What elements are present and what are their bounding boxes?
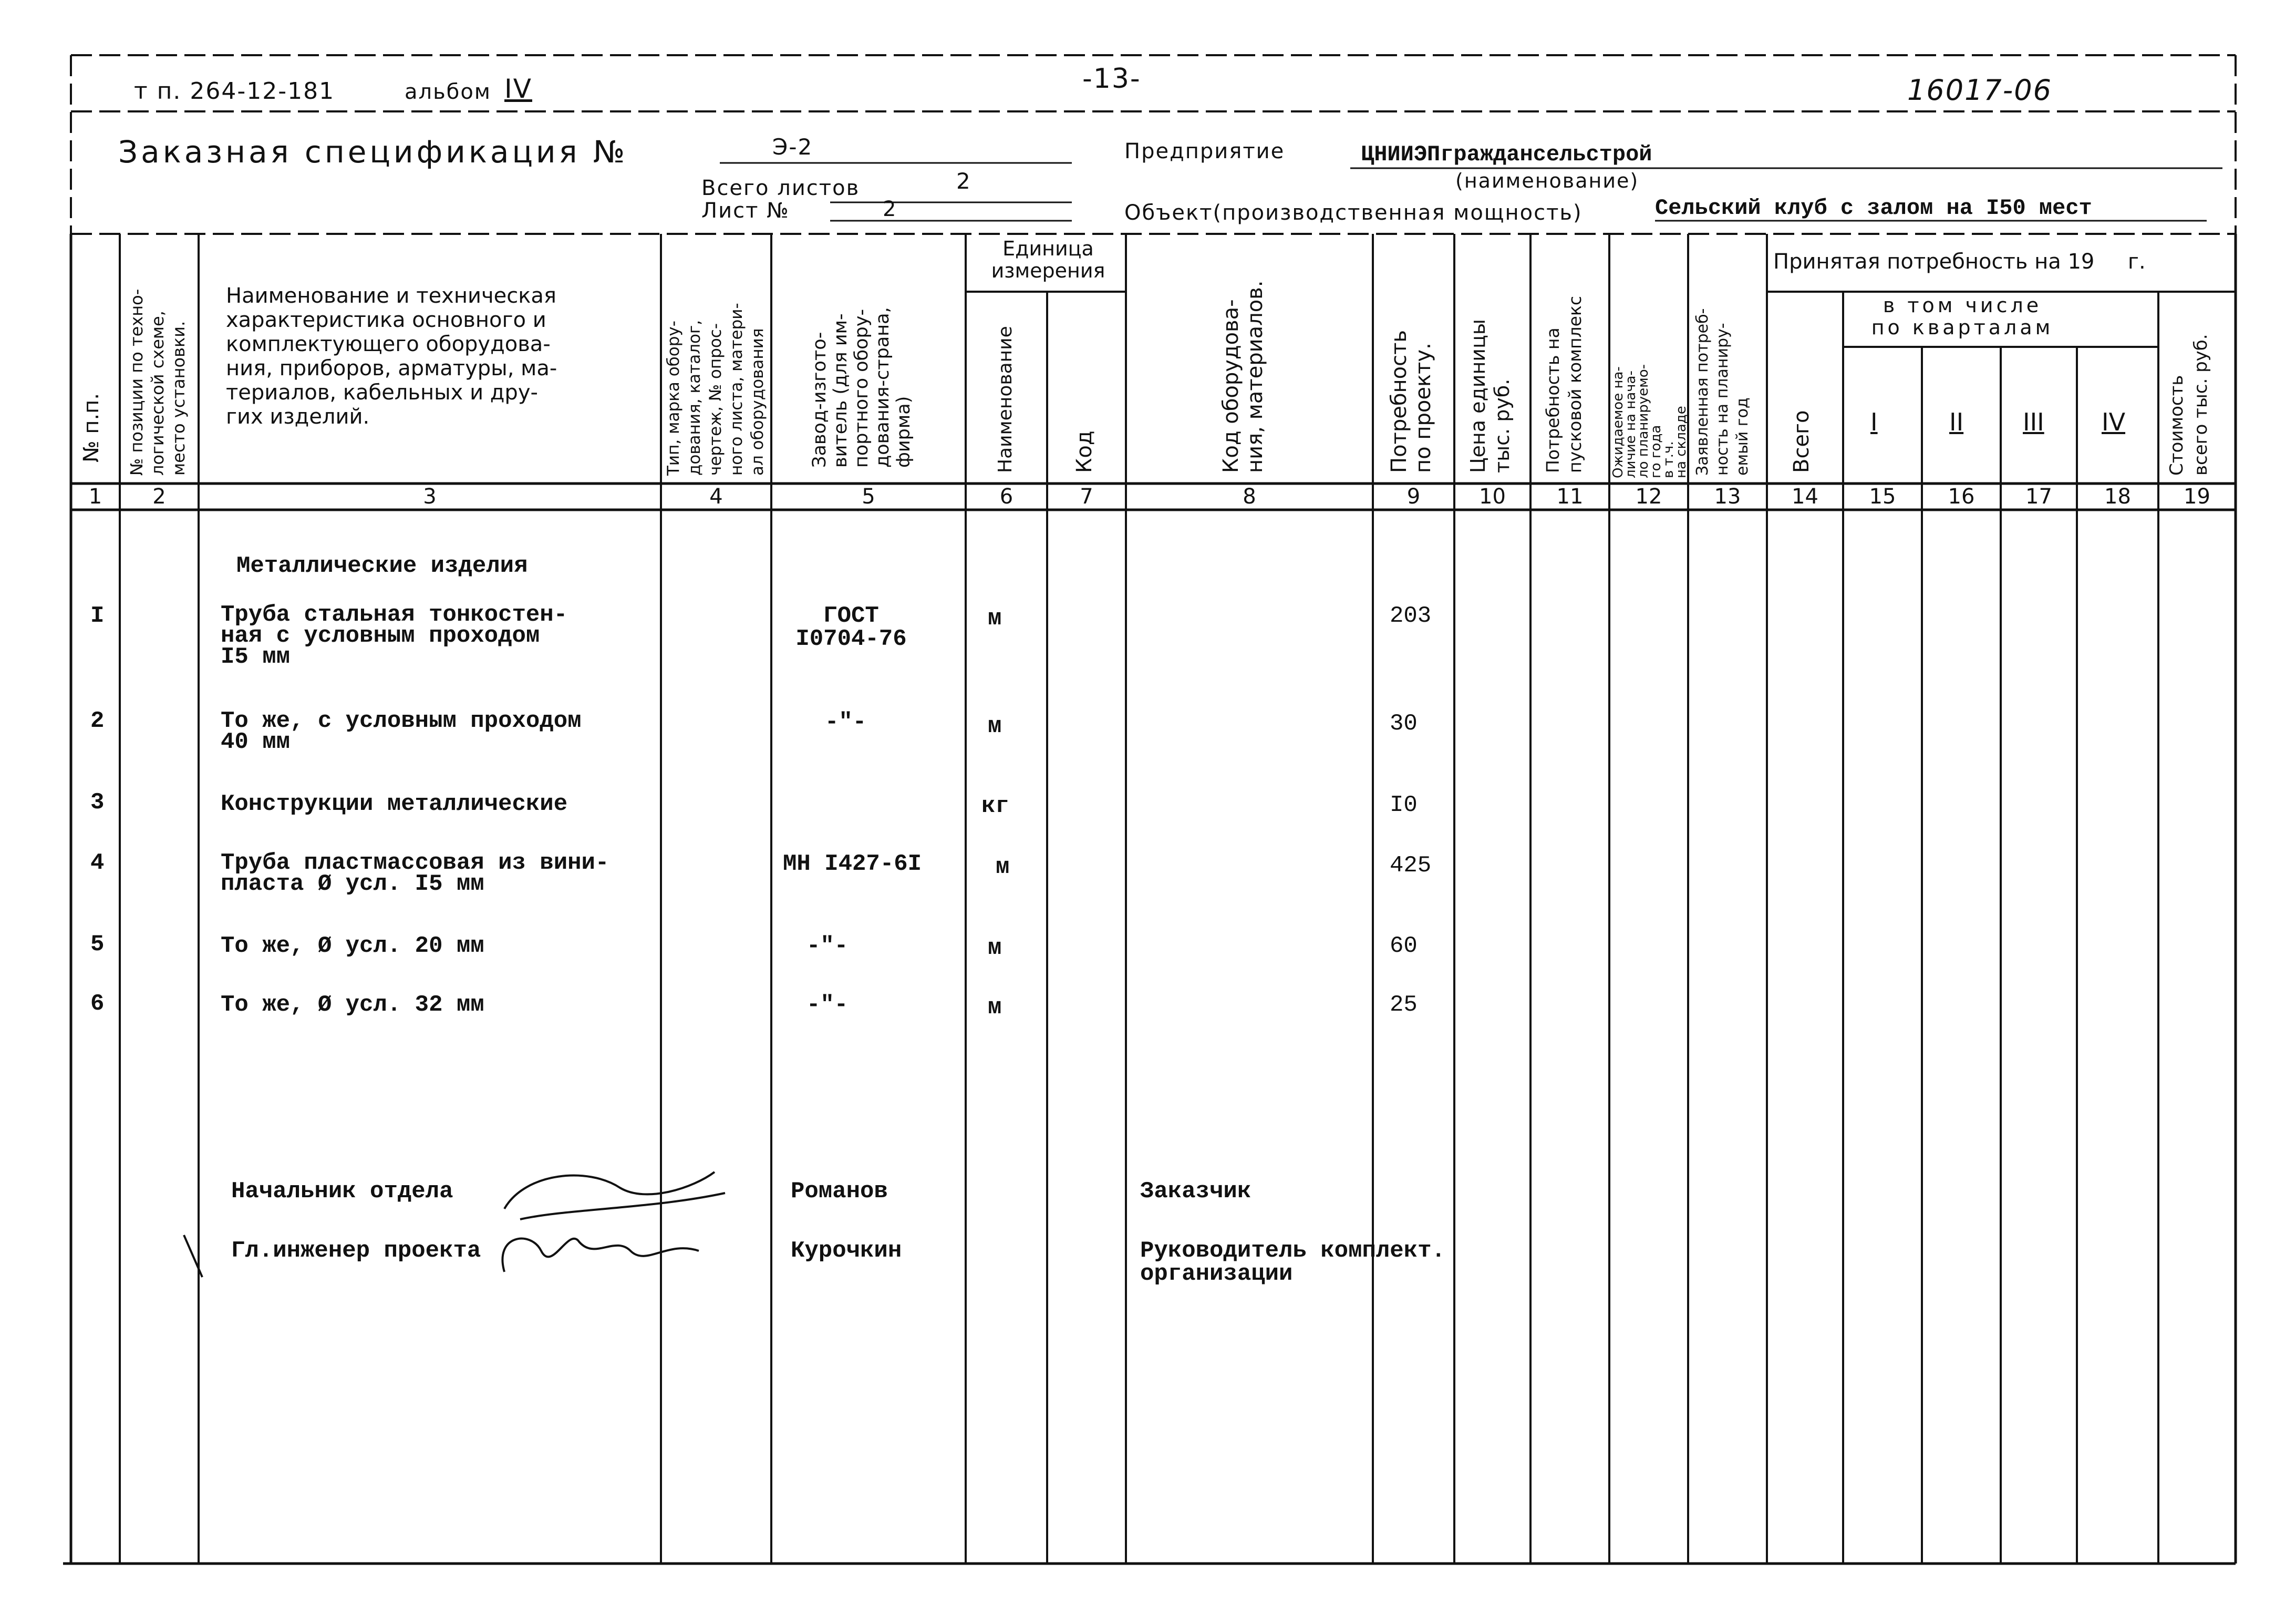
header-unit: Единица измерения [991, 237, 1105, 282]
row2-name: То же, с условным проходом 40 мм [221, 708, 582, 755]
row4-number: 4 [90, 850, 105, 876]
tp-number: т п. 264-12-181 [134, 78, 335, 105]
header-col10: Цена единицы тыс. руб. [1466, 319, 1514, 473]
row4-qty: 425 [1390, 852, 1432, 879]
header-col8: Код оборудова- ния, материалов. [1219, 280, 1267, 473]
header-col11: Потребность на пусковой комплекс [1543, 295, 1585, 473]
page-number: -13- [1082, 63, 1141, 95]
row5-unit: м [988, 935, 1002, 961]
colnum-7: 7 [1080, 485, 1093, 509]
sheets-total-label: Всего листов [701, 176, 860, 200]
object-name: Сельский клуб с залом на I50 мест [1655, 196, 2092, 221]
colnum-18: 18 [2104, 485, 2131, 509]
row1-maker: ГОСТ I0704-76 [795, 603, 907, 652]
chief-engineer-name: Курочкин [791, 1238, 902, 1264]
colnum-10: 10 [1479, 485, 1506, 509]
row2-qty: 30 [1390, 711, 1418, 737]
header-accepted: Принятая потребность на 19 г. [1773, 250, 2146, 274]
colnum-19: 19 [2184, 485, 2210, 509]
header-col12: Ожидаемое на- личие на нача- ло планируемо- го года в т.ч. на складе [1610, 364, 1689, 478]
row1-unit: м [988, 605, 1002, 632]
row3-number: 3 [90, 789, 105, 816]
colnum-8: 8 [1243, 485, 1256, 509]
sheets-total: 2 [956, 168, 971, 194]
colnum-16: 16 [1948, 485, 1975, 509]
colnum-9: 9 [1406, 485, 1421, 509]
header-col19: Стоимость всего тыс. руб. [2166, 334, 2211, 476]
header-col1: № п.п. [79, 393, 104, 462]
document-code: 16017-06 [1907, 74, 2052, 107]
colnum-17: 17 [2025, 485, 2052, 509]
row6-unit: м [988, 994, 1002, 1021]
row6-qty: 25 [1390, 992, 1418, 1018]
header-col4: Тип, марка обору- дования, каталог, чертеж, № опрос- ного листа, матери- ал оборудования [664, 303, 767, 476]
row1-name: Труба стальная тонкостен- ная с условным проходом I5 мм [221, 602, 568, 670]
row4-maker: МН I427-6I [783, 851, 922, 877]
header-col3: Наименование и техническая характеристика основного и комплектующего оборудова- ния, приборов, арматуры, ма- териалов, кабельных и дру- гих изделий. [226, 284, 557, 429]
header-col9: Потребность по проекту. [1387, 330, 1435, 473]
row2-unit: м [988, 713, 1002, 739]
colnum-5: 5 [862, 485, 875, 509]
header-quarters: в том числе по кварталам [1871, 294, 2054, 339]
colnum-13: 13 [1714, 485, 1741, 509]
row5-number: 5 [90, 931, 105, 958]
colnum-4: 4 [709, 485, 723, 509]
header-col2: № позиции по техно- логической схеме, место установки. [127, 289, 189, 476]
row5-maker: -"- [806, 933, 849, 959]
spec-number: Э-2 [772, 134, 813, 160]
section-title: Металлические изделия [236, 553, 528, 579]
row4-name: Труба пластмассовая из вини- пласта Ø усл. I5 мм [221, 850, 609, 897]
spec-title: Заказная спецификация № [118, 134, 628, 170]
row3-qty: I0 [1390, 792, 1418, 818]
row3-unit: кг [981, 793, 1009, 819]
row1-qty: 203 [1390, 603, 1432, 629]
row2-number: 2 [90, 708, 105, 734]
header-col14: Всего [1790, 410, 1814, 473]
header-q4: IV [2102, 408, 2126, 436]
sheet-label: Лист № [701, 199, 790, 223]
album-label: альбом [405, 80, 491, 104]
sheet-number: 2 [883, 197, 897, 221]
header-q3: III [2023, 408, 2044, 436]
colnum-12: 12 [1635, 485, 1662, 509]
colnum-15: 15 [1869, 485, 1896, 509]
row5-qty: 60 [1390, 933, 1418, 959]
header-col6: Наименование [995, 326, 1016, 473]
colnum-2: 2 [152, 485, 166, 509]
row3-name: Конструкции металлические [221, 791, 568, 817]
row6-number: 6 [90, 991, 105, 1017]
album-number: IV [504, 74, 532, 104]
header-col5: Завод-изгото- витель (для им- портного обору- дования-страна, фирма) [809, 307, 914, 468]
head-of-department-label: Начальник отдела [231, 1178, 453, 1205]
row6-name: То же, Ø усл. 32 мм [221, 992, 484, 1018]
head-of-department-name: Романов [791, 1178, 888, 1205]
row4-unit: м [996, 854, 1010, 880]
colnum-1: 1 [88, 485, 102, 509]
enterprise-name: ЦНИИЭПграждансельстрой [1361, 142, 1652, 167]
chief-engineer-label: Гл.инженер проекта [231, 1238, 481, 1264]
manager-label: Руководитель комплект. организации [1140, 1238, 1445, 1287]
header-col7: Код [1072, 430, 1097, 473]
colnum-11: 11 [1556, 485, 1584, 509]
row1-number: I [90, 603, 105, 629]
header-col13: Заявленная потреб- ность на планиру- емый год [1693, 308, 1752, 476]
customer-label: Заказчик [1140, 1178, 1252, 1205]
enterprise-label: Предприятие [1124, 139, 1285, 163]
header-q2: II [1949, 408, 1964, 436]
object-label: Объект(производственная мощность) [1124, 201, 1583, 225]
enterprise-caption: (наименование) [1455, 169, 1639, 192]
row5-name: То же, Ø усл. 20 мм [221, 933, 484, 959]
colnum-3: 3 [423, 485, 437, 509]
row6-maker: -"- [806, 992, 849, 1018]
header-q1: I [1870, 408, 1878, 436]
colnum-6: 6 [999, 485, 1013, 509]
colnum-14: 14 [1792, 485, 1818, 509]
row2-maker: -"- [825, 709, 867, 735]
